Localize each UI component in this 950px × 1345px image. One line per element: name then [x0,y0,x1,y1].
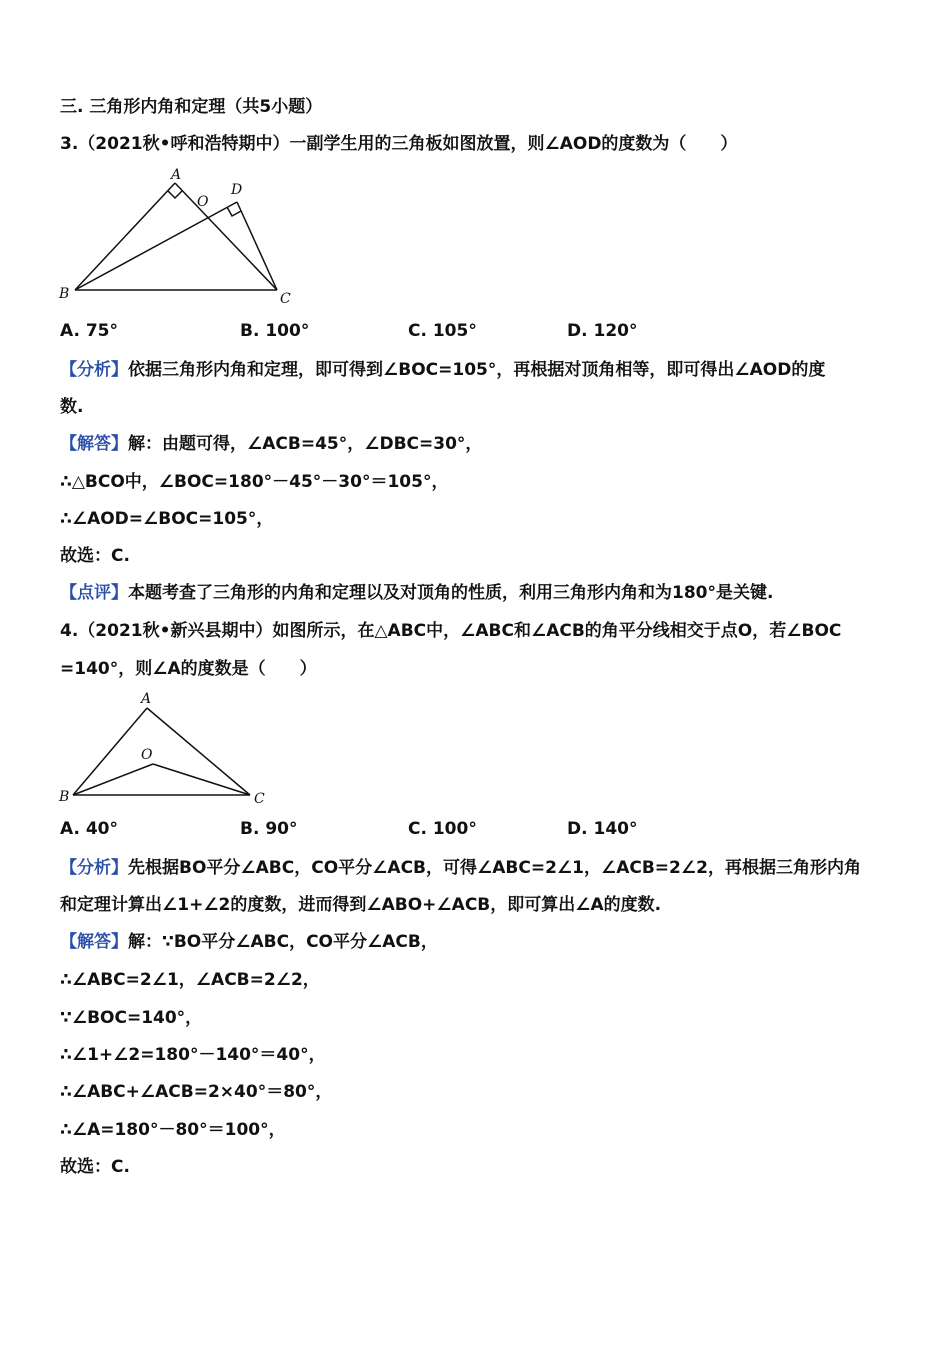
q4-solution-line-5: ∴∠ABC+∠ACB=2×40°＝80°， [60,1082,333,1102]
q4-label-b: B [59,789,70,805]
q3-label-a: A [171,167,182,183]
q3-right-angle-d [227,207,241,216]
q3-stem: 3.（2021秋•呼和浩特期中）一副学生用的三角板如图放置，则∠AOD的度数为（ ） [60,134,738,154]
q4-solution-line-7: 故选：C. [60,1157,130,1177]
q3-solution-line-4: 故选：C. [60,546,130,566]
q4-solution-line-1 [60,931,438,953]
q4-stem-line-1: 4.（2021秋•新兴县期中）如图所示，在△ABC中，∠ABC和∠ACB的角平分线相交于点O，若∠BOC [60,621,842,641]
q3-analysis-text: 依据三角形内角和定理，即可得到∠BOC=105°，再根据对顶角相等，即可得出∠AOD的度 [128,360,826,380]
q3-choice-a: A. 75° [60,321,119,341]
q4-solution-line-6: ∴∠A=180°－80°＝100°， [60,1120,286,1140]
q4-figure [55,688,285,808]
q3-comment-tag: 【点评】 [60,583,128,603]
q4-analysis-text: 先根据BO平分∠ABC，CO平分∠ACB，可得∠ABC=2∠1，∠ACB=2∠2，再根据三角形内角 [128,858,861,878]
q3-analysis-line-2: 数. [60,397,84,417]
q3-choice-c: C. 105° [408,321,477,341]
q3-solution-line-2: ∴△BCO中，∠BOC=180°－45°－30°＝105°， [60,472,449,492]
q3-comment-text: 本题考查了三角形的内角和定理以及对顶角的性质，利用三角形内角和为180°是关键. [128,583,774,603]
q4-label-c: C [254,791,265,807]
q3-segment-dc [237,202,277,290]
q3-segment-bd [75,202,237,290]
q4-segment-ac [147,708,250,795]
q3-solution-line-3: ∴∠AOD=∠BOC=105°， [60,509,274,529]
q4-solution-tag: 【解答】 [60,932,128,952]
q4-choice-d: D. 140° [567,819,638,839]
q3-solution-tag: 【解答】 [60,434,128,454]
q4-choice-c: C. 100° [408,819,477,839]
q4-solution-line-3: ∵∠BOC=140°， [60,1008,203,1028]
q4-choice-b: B. 90° [240,819,298,839]
q3-label-c: C [280,291,291,307]
q3-label-b: B [59,286,70,302]
q4-label-a: A [141,691,152,707]
q3-right-angle-a [168,191,182,198]
q4-analysis-line-1 [60,857,861,879]
q3-solution-line-1 [60,433,482,455]
q4-solution-text: 解：∵BO平分∠ABC，CO平分∠ACB， [128,932,438,952]
q4-choice-a: A. 40° [60,819,119,839]
q3-segment-ba [75,183,175,290]
q4-segment-bo [73,764,153,795]
q3-analysis-line-1 [60,359,825,381]
q4-segment-ba [73,708,147,795]
q4-solution-line-4: ∴∠1+∠2=180°－140°＝40°， [60,1045,326,1065]
q4-solution-line-2: ∴∠ABC=2∠1，∠ACB=2∠2， [60,970,320,990]
q3-figure [55,165,315,310]
q3-comment-line [60,582,773,604]
q3-choice-b: B. 100° [240,321,310,341]
q4-analysis-line-2: 和定理计算出∠1+∠2的度数，进而得到∠ABO+∠ACB，即可算出∠A的度数. [60,895,662,915]
q4-stem-line-2: =140°，则∠A的度数是（ ） [60,659,317,679]
q3-solution-text: 解：由题可得，∠ACB=45°，∠DBC=30°， [128,434,483,454]
section-title: 三. 三角形内角和定理（共5小题） [60,97,323,117]
q3-segment-ac [175,183,277,290]
q4-segment-oc [153,764,250,795]
q4-label-o: O [141,747,153,763]
q3-label-d: D [231,182,243,198]
q3-choice-d: D. 120° [567,321,638,341]
q3-analysis-tag: 【分析】 [60,360,128,380]
q4-analysis-tag: 【分析】 [60,858,128,878]
q3-label-o: O [197,194,209,210]
